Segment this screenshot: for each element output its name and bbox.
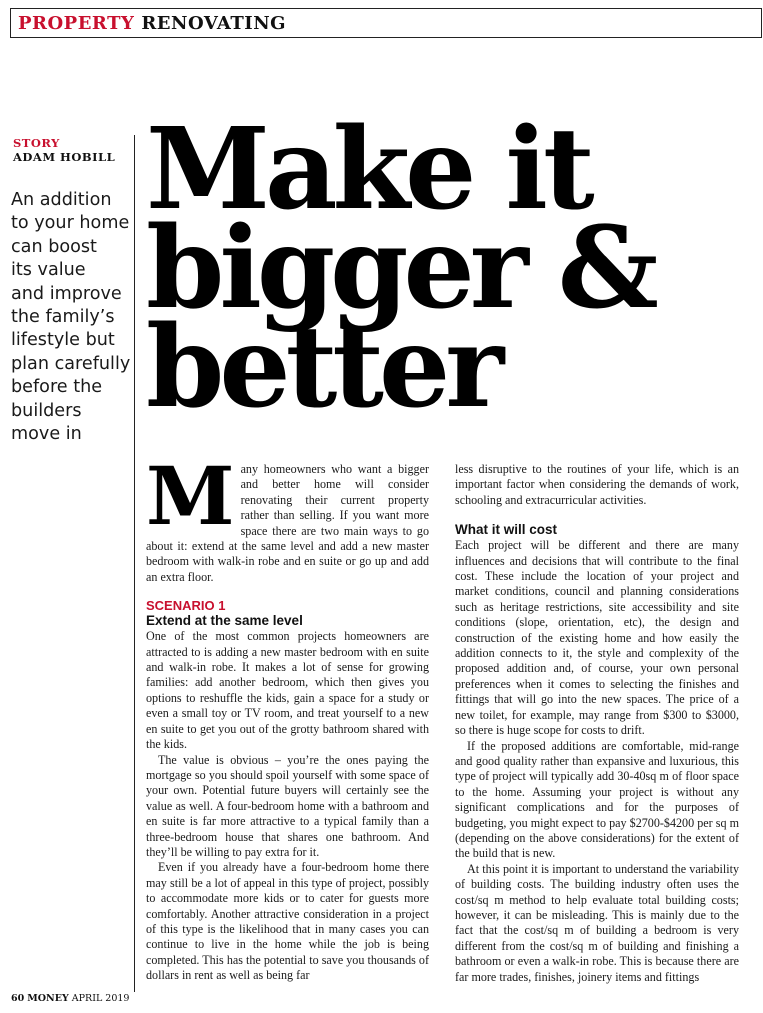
- body-paragraph: Each project will be different and there are many influences and decisions that will contribute to the final cost. These include the location of your project and market conditions, council and planning considerations such as heritage restrictions, site accessibility and site conditions (slope, orientation, etc), the design and construction of the existing home and how easily the addition connects to it, the style and complexity of the proposed addition and, of course, your own personal preferences when it comes to selecting the finishes and fittings that will go into the new spaces. The price of a new toilet, for example, may range from $300 to $3000, so there is huge scope for costs to drift.: [455, 538, 739, 738]
- page-number: 60: [11, 993, 25, 1004]
- subsection-label: RENOVATING: [141, 12, 287, 34]
- standfirst-line: its value: [11, 260, 86, 281]
- drop-cap: M: [146, 449, 235, 543]
- body-paragraph: The value is obvious – you’re the ones paying the mortgage so you should spoil yourself with some space of your own. Potential future buyers will certainly see the value as well. A four-bedroom home with a bathroom and en suite is far more attractive to a typical family than a three-bedroom house that shares one bathroom. And they’ll be willing to pay extra for it.: [146, 752, 429, 859]
- issue-date: APRIL 2019: [71, 993, 130, 1004]
- standfirst-line: the family’s: [11, 307, 115, 328]
- standfirst-line: lifestyle but: [11, 330, 115, 351]
- body-paragraph: If the proposed additions are comfortable, mid-range and good quality rather than expansive and luxurious, this type of project will typically add 30-40sq m of floor space to the home. Assuming your project is without any significant complications and for the purposes of budgeting, you might expect to pay $2700-$4200 per sq m (depending on the above considerations) for the extent of the build that is new.: [455, 738, 739, 861]
- magazine-name: MONEY: [27, 993, 69, 1004]
- scenario-label: SCENARIO 1: [146, 598, 226, 614]
- body-paragraph: At this point it is important to understand the variability of building costs. The building industry often uses the cost/sq m method to help evaluate total building costs; however, it can be misleading. This is mainly due to the fact that the cost/sq m of building a bedroom is very different from the cost/sq m of building and finishing a bathroom or even a walk-in robe. This is because there are far more trades, finishes, joinery items and fittings: [455, 861, 739, 984]
- headline-line: better: [146, 302, 500, 433]
- standfirst-line: builders: [11, 400, 82, 421]
- page-footer: [11, 993, 129, 1004]
- scenario-title: Extend at the same level: [146, 613, 303, 629]
- standfirst-line: before the: [11, 377, 103, 398]
- article-column-2: [455, 462, 739, 985]
- standfirst: [11, 189, 131, 446]
- intro-block: [146, 449, 429, 585]
- headline: [146, 104, 756, 433]
- standfirst-line: move in: [11, 424, 82, 445]
- standfirst-line: and improve: [11, 283, 122, 304]
- article-column-1: [146, 449, 429, 984]
- column-divider: [134, 135, 135, 992]
- standfirst-line: to your home: [11, 213, 130, 234]
- section-label: PROPERTY: [18, 12, 135, 34]
- section-header: [10, 8, 762, 38]
- byline-label: STORY: [13, 136, 60, 150]
- standfirst-line: plan carefully: [11, 353, 131, 374]
- byline-author: ADAM HOBILL: [13, 150, 116, 164]
- standfirst-line: can boost: [11, 236, 97, 257]
- cost-subhead: What it will cost: [455, 522, 558, 538]
- byline: [13, 136, 115, 164]
- intro-paragraph: any homeowners who want a bigger and better home will consider renovating their current property rather than selling. If you want more space there are two main ways to go about it: extend at the same level and add a new master bedroom with walk-in robe and en suite or go up and add an extra floor.: [146, 462, 429, 584]
- body-paragraph: Even if you already have a four-bedroom home there may still be a lot of appeal in this type of project, possibly to accommodate more kids or to cater for guests more comfortably. Another attractive consideration in a project of this type is the likelihood that in many cases you can continue to live in the home while the job is being completed. This has the potential to save you thousands of dollars in rent as well as being far: [146, 860, 429, 983]
- standfirst-line: An addition: [11, 190, 112, 210]
- headline-line: bigger &: [146, 203, 654, 334]
- body-paragraph: One of the most common projects homeowners are attracted to is adding a new master bedroom with en suite and walk-in robe. It makes a lot of sense for growing families: add another bedroom, which then gives you options to reshuffle the kids, gain a space for a study or even a small toy or TV room, and treat yourself to a new en suite to get you out of the grotty bathroom shared with the kids.: [146, 629, 429, 752]
- headline-line: Make it: [146, 104, 590, 235]
- body-paragraph: less disruptive to the routines of your life, which is an important factor when considering the demands of work, schooling and extracurricular activities.: [455, 462, 739, 507]
